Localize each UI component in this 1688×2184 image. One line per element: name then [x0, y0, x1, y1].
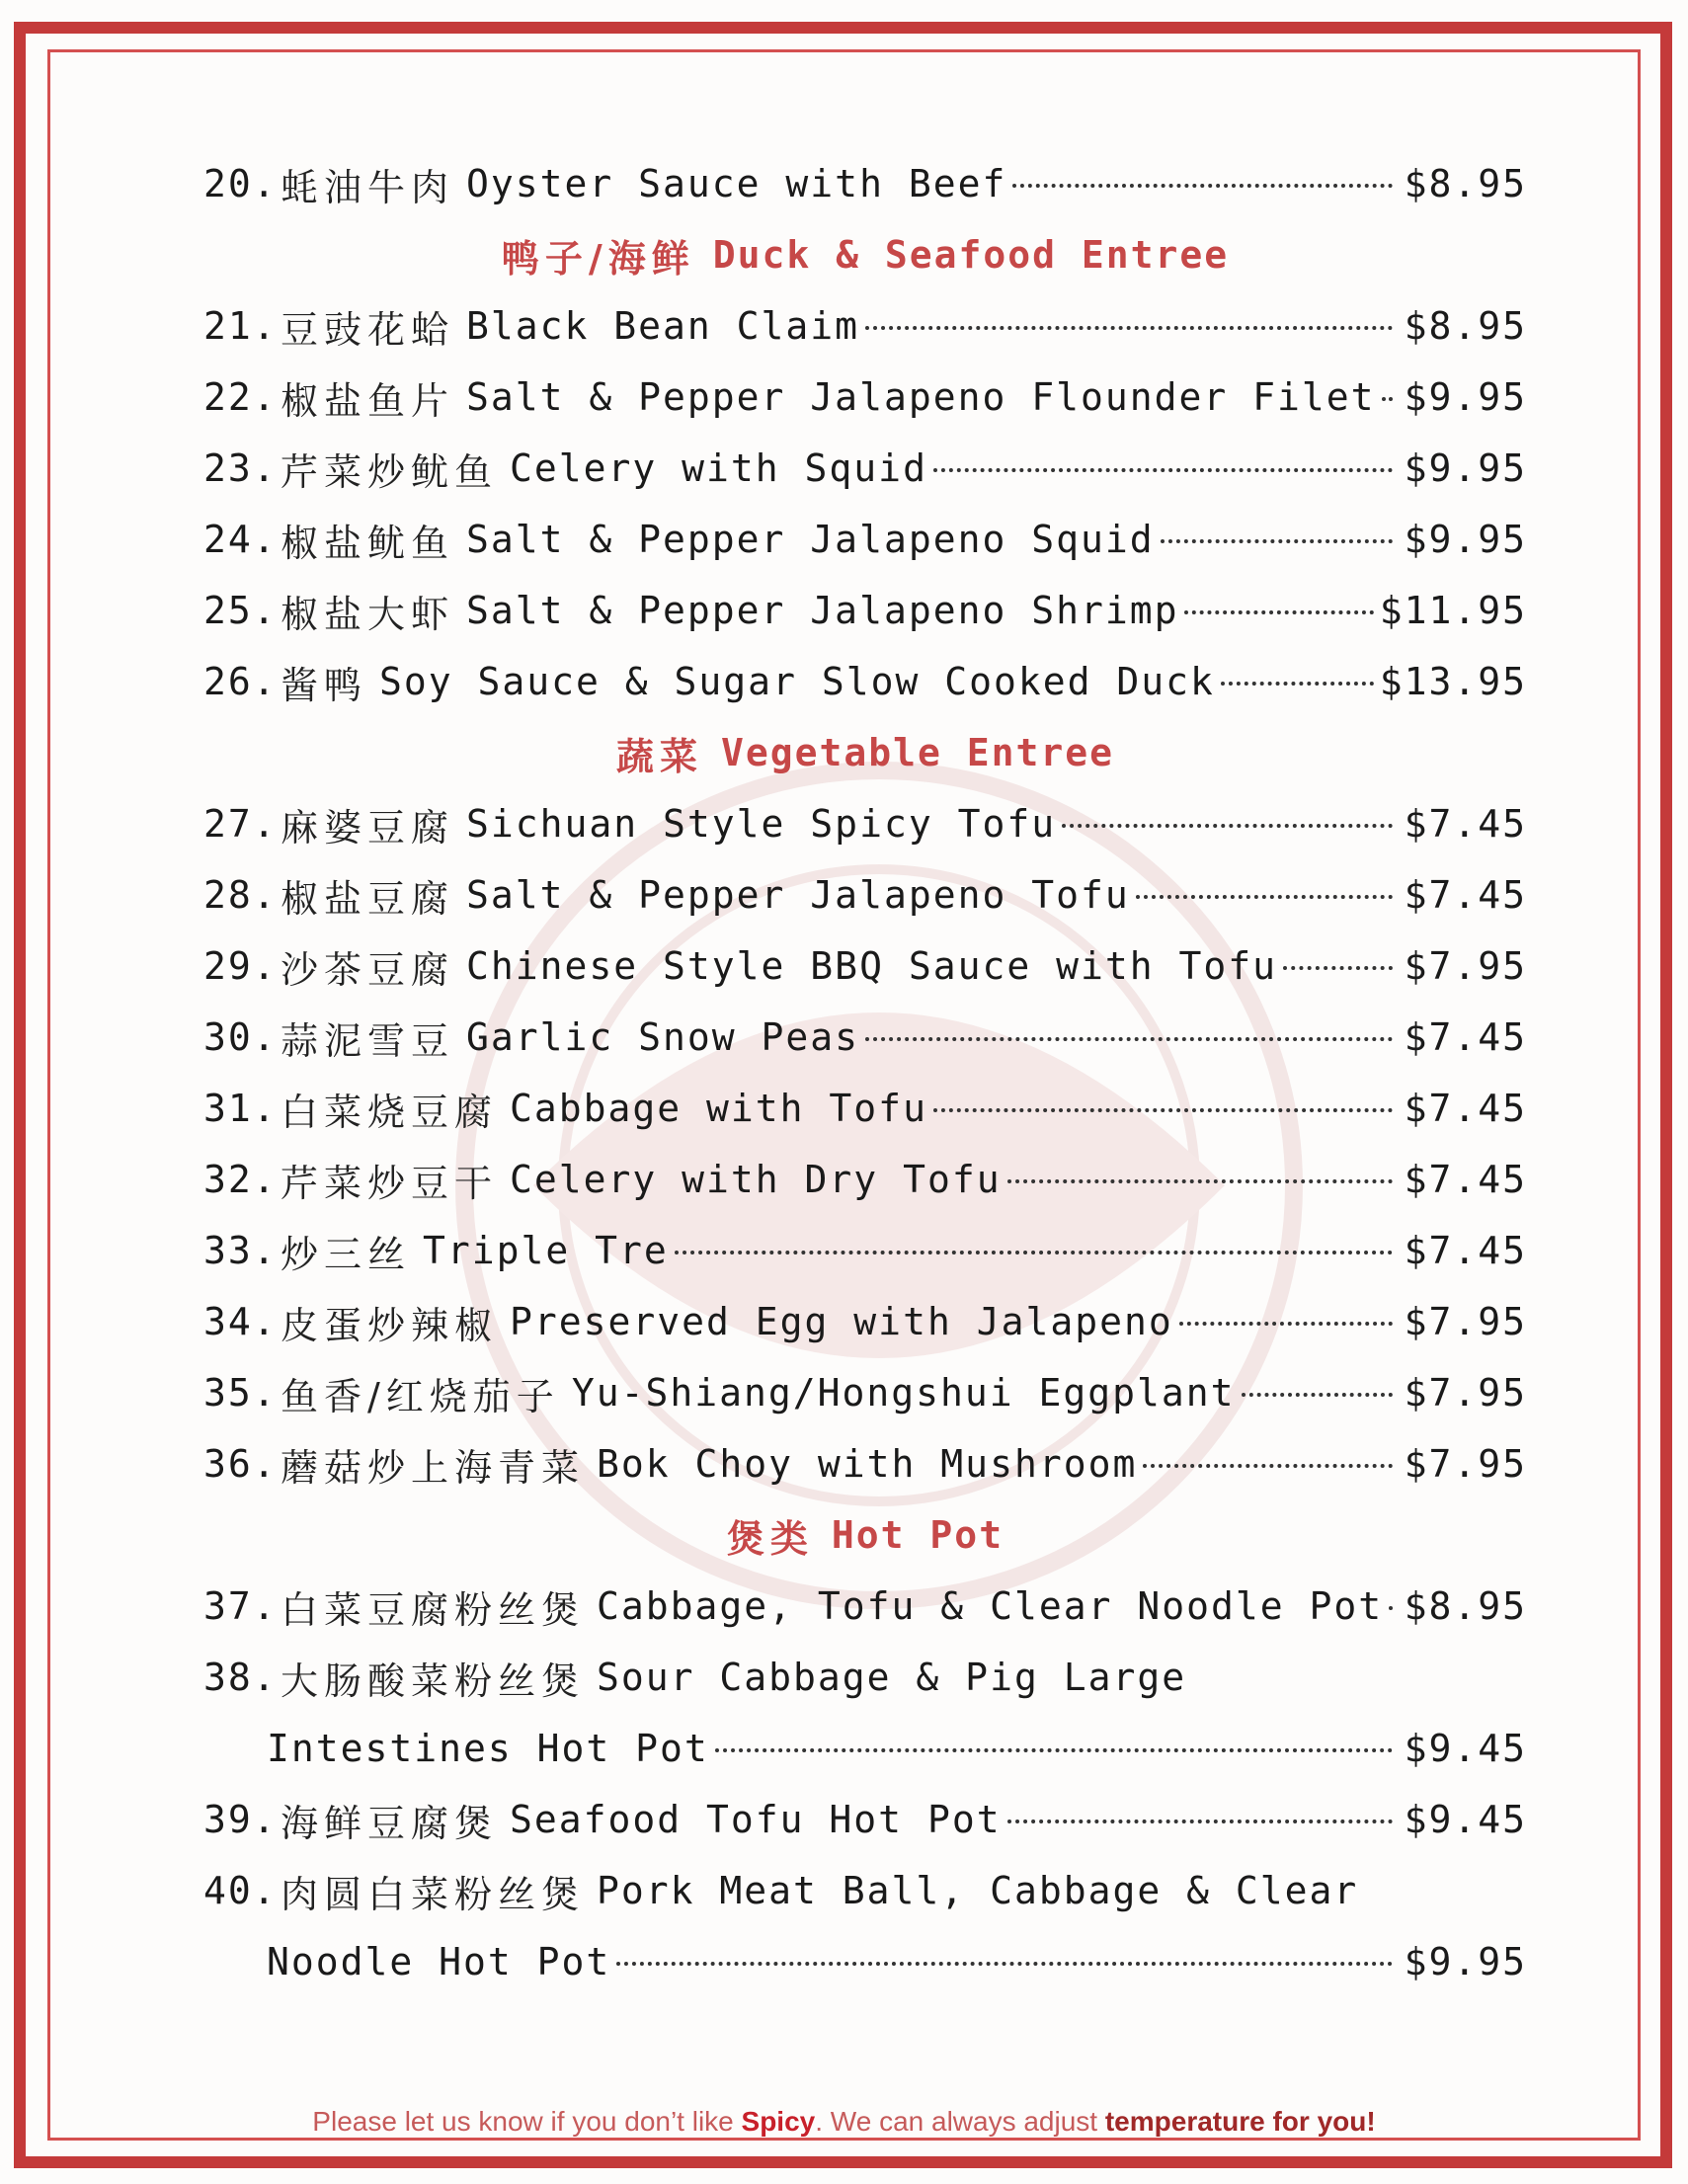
menu-item — [203, 1855, 1527, 1926]
item-english-name: Cabbage, Tofu & Clear Noodle Pot — [597, 1584, 1384, 1628]
menu-item — [203, 148, 1527, 219]
item-price: $7.95 — [1404, 1371, 1527, 1415]
item-chinese-name: 芹菜炒鱿鱼 — [281, 449, 499, 494]
item-chinese-name: 白菜豆腐粉丝煲 — [281, 1587, 586, 1632]
item-price: $9.45 — [1404, 1798, 1527, 1841]
item-price: $7.95 — [1404, 1442, 1527, 1486]
item-number: 20. — [203, 162, 278, 205]
menu-item-continuation — [203, 1926, 1527, 1997]
item-chinese-name: 椒盐鱼片 — [281, 378, 455, 423]
item-chinese-name: 椒盐豆腐 — [281, 876, 455, 921]
item-english-name: Triple Tre — [423, 1229, 669, 1272]
item-number: 35. — [203, 1371, 278, 1415]
item-number: 32. — [203, 1158, 278, 1201]
item-number: 22. — [203, 375, 278, 419]
menu-item — [203, 1073, 1527, 1144]
item-chinese-name: 蒜泥雪豆 — [281, 1018, 455, 1063]
item-english-name: Black Bean Claim — [466, 304, 860, 348]
section-heading-vegetable — [203, 717, 1527, 788]
item-english-name: Celery with Dry Tofu — [510, 1158, 1002, 1201]
item-number: 30. — [203, 1015, 278, 1059]
item-english-name: Noodle Hot Pot — [267, 1940, 611, 1983]
item-price: $7.45 — [1404, 802, 1527, 846]
menu-item — [203, 575, 1527, 646]
section-heading-duck-seafood — [203, 219, 1527, 290]
menu-item-continuation — [203, 1713, 1527, 1784]
dot-leader — [1062, 824, 1393, 828]
menu-item — [203, 859, 1527, 930]
item-price: $7.95 — [1404, 1300, 1527, 1343]
item-english-name: Chinese Style BBQ Sauce with Tofu — [466, 944, 1277, 988]
dot-leader — [1012, 184, 1393, 188]
item-price: $7.45 — [1404, 1087, 1527, 1130]
item-english-name: Salt & Pepper Jalapeno Squid — [466, 518, 1155, 561]
section-chinese-title: 鸭子/海鲜 — [501, 236, 695, 281]
item-number: 33. — [203, 1229, 278, 1272]
item-chinese-name: 蘑菇炒上海青菜 — [281, 1445, 586, 1490]
item-english-name: Intestines Hot Pot — [267, 1727, 709, 1770]
item-english-name: Salt & Pepper Jalapeno Shrimp — [466, 589, 1179, 632]
dot-leader — [1179, 1322, 1393, 1326]
item-number: 31. — [203, 1087, 278, 1130]
item-price: $7.45 — [1404, 1158, 1527, 1201]
menu-item — [203, 362, 1527, 433]
item-price: $8.95 — [1404, 304, 1527, 348]
dot-leader — [616, 1962, 1393, 1966]
item-price: $13.95 — [1379, 660, 1527, 703]
menu-item — [203, 1144, 1527, 1215]
corner-ornament — [1633, 22, 1672, 61]
item-number: 23. — [203, 446, 278, 490]
item-chinese-name: 炒三丝 — [281, 1232, 412, 1276]
item-chinese-name: 椒盐大虾 — [281, 592, 455, 636]
menu-list — [203, 148, 1527, 1997]
item-chinese-name: 酱鸭 — [281, 663, 368, 707]
item-english-name: Sichuan Style Spicy Tofu — [466, 802, 1057, 846]
spicy-notice — [0, 2106, 1688, 2138]
item-number: 39. — [203, 1798, 278, 1841]
dot-leader — [865, 326, 1393, 330]
item-chinese-name: 芹菜炒豆干 — [281, 1161, 499, 1205]
item-number: 40. — [203, 1869, 278, 1912]
item-chinese-name: 皮蛋炒辣椒 — [281, 1303, 499, 1347]
menu-item — [203, 290, 1527, 362]
item-chinese-name: 蚝油牛肉 — [281, 165, 455, 209]
menu-item — [203, 1215, 1527, 1286]
item-english-name: Sour Cabbage & Pig Large — [597, 1656, 1187, 1699]
item-number: 26. — [203, 660, 278, 703]
item-chinese-name: 肉圆白菜粉丝煲 — [281, 1872, 586, 1916]
dot-leader — [1161, 539, 1393, 543]
dot-leader — [1283, 966, 1393, 970]
dot-leader — [1242, 1393, 1393, 1397]
dot-leader — [1221, 682, 1374, 686]
menu-item — [203, 1784, 1527, 1855]
menu-item — [203, 1002, 1527, 1073]
item-english-name: Seafood Tofu Hot Pot — [510, 1798, 1002, 1841]
item-number: 36. — [203, 1442, 278, 1486]
item-chinese-name: 白菜烧豆腐 — [281, 1090, 499, 1134]
item-price: $9.95 — [1404, 518, 1527, 561]
menu-item — [203, 1286, 1527, 1357]
menu-item — [203, 788, 1527, 859]
menu-item — [203, 930, 1527, 1002]
item-number: 28. — [203, 873, 278, 917]
dot-leader — [865, 1037, 1393, 1041]
item-chinese-name: 豆豉花蛤 — [281, 307, 455, 352]
item-english-name: Salt & Pepper Jalapeno Tofu — [466, 873, 1130, 917]
section-english-title: Hot Pot — [831, 1513, 1005, 1557]
section-heading-hot-pot — [203, 1499, 1527, 1571]
notice-text: Please let us know if you don’t like — [312, 2106, 742, 2137]
section-english-title: Duck & Seafood Entree — [712, 233, 1230, 277]
item-chinese-name: 麻婆豆腐 — [281, 805, 455, 849]
item-number: 29. — [203, 944, 278, 988]
menu-item — [203, 1428, 1527, 1499]
item-price: $7.45 — [1404, 1229, 1527, 1272]
dot-leader — [1007, 1179, 1393, 1183]
section-english-title: Vegetable Entree — [720, 731, 1115, 774]
menu-item — [203, 504, 1527, 575]
notice-text-bold: temperature for you! — [1104, 2106, 1376, 2137]
item-price: $11.95 — [1379, 589, 1527, 632]
dot-leader — [1184, 610, 1373, 614]
item-number: 38. — [203, 1656, 278, 1699]
menu-item — [203, 1357, 1527, 1428]
corner-ornament — [14, 22, 53, 61]
item-price: $9.95 — [1404, 446, 1527, 490]
item-english-name: Preserved Egg with Jalapeno — [510, 1300, 1173, 1343]
notice-spicy-word: Spicy — [741, 2106, 816, 2137]
item-price: $8.95 — [1404, 1584, 1527, 1628]
item-english-name: Bok Choy with Mushroom — [597, 1442, 1138, 1486]
item-number: 25. — [203, 589, 278, 632]
item-chinese-name: 海鲜豆腐煲 — [281, 1801, 499, 1845]
item-price: $9.95 — [1404, 1940, 1527, 1983]
section-chinese-title: 煲类 — [726, 1516, 814, 1561]
item-number: 37. — [203, 1584, 278, 1628]
dot-leader — [1389, 1606, 1393, 1610]
notice-text: . We can always adjust — [815, 2106, 1105, 2137]
dot-leader — [675, 1251, 1393, 1254]
item-price: $9.95 — [1404, 375, 1527, 419]
item-price: $9.45 — [1404, 1727, 1527, 1770]
item-number: 24. — [203, 518, 278, 561]
item-chinese-name: 椒盐鱿鱼 — [281, 521, 455, 565]
menu-item — [203, 433, 1527, 504]
item-chinese-name: 大肠酸菜粉丝煲 — [281, 1658, 586, 1703]
item-english-name: Yu-Shiang/Hongshui Eggplant — [571, 1371, 1236, 1415]
item-english-name: Celery with Squid — [510, 446, 927, 490]
dot-leader — [715, 1748, 1393, 1752]
item-price: $7.45 — [1404, 873, 1527, 917]
item-price: $7.95 — [1404, 944, 1527, 988]
menu-item — [203, 646, 1527, 717]
dot-leader — [1136, 895, 1393, 899]
item-english-name: Oyster Sauce with Beef — [466, 162, 1007, 205]
dot-leader — [1382, 397, 1394, 401]
menu-item — [203, 1642, 1527, 1713]
item-price: $8.95 — [1404, 162, 1527, 205]
item-english-name: Garlic Snow Peas — [466, 1015, 860, 1059]
dot-leader — [1143, 1464, 1393, 1468]
item-price: $7.45 — [1404, 1015, 1527, 1059]
item-english-name: Soy Sauce & Sugar Slow Cooked Duck — [379, 660, 1215, 703]
section-chinese-title: 蔬菜 — [615, 734, 703, 778]
menu-item — [203, 1571, 1527, 1642]
dot-leader — [933, 1108, 1393, 1112]
item-english-name: Cabbage with Tofu — [510, 1087, 927, 1130]
item-chinese-name: 鱼香/红烧茄子 — [281, 1374, 560, 1418]
item-english-name: Pork Meat Ball, Cabbage & Clear — [597, 1869, 1359, 1912]
item-chinese-name: 沙茶豆腐 — [281, 947, 455, 992]
dot-leader — [933, 468, 1393, 472]
item-number: 34. — [203, 1300, 278, 1343]
item-english-name: Salt & Pepper Jalapeno Flounder Filet — [466, 375, 1376, 419]
item-number: 27. — [203, 802, 278, 846]
item-number: 21. — [203, 304, 278, 348]
dot-leader — [1007, 1820, 1393, 1823]
